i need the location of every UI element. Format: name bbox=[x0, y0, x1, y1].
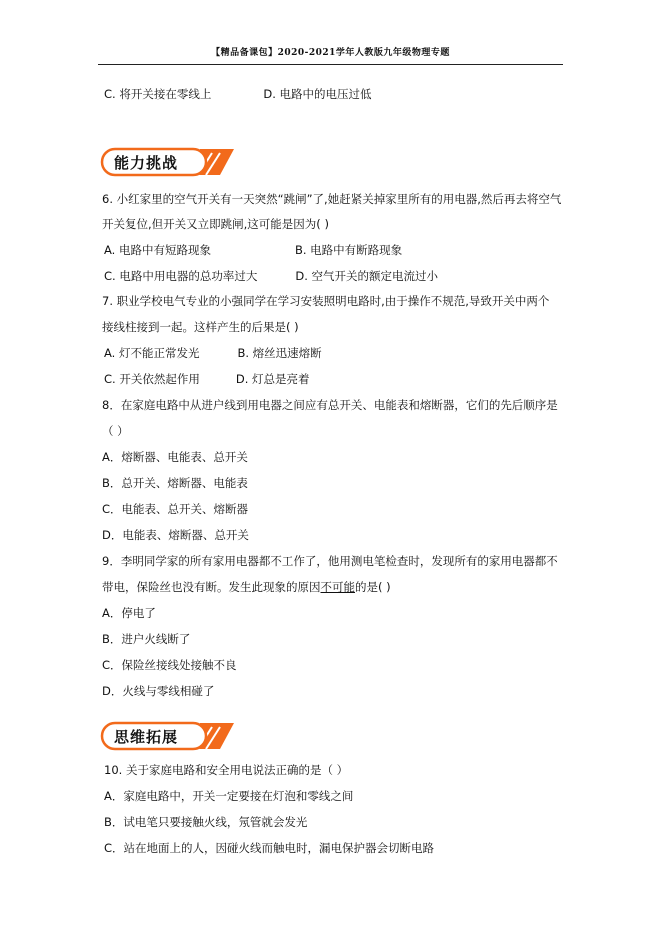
option-a: A. 电路中有短路现象 bbox=[104, 243, 211, 257]
section-banner-challenge bbox=[100, 147, 234, 177]
option-d: D. 电路中的电压过低 bbox=[263, 87, 372, 101]
q7-stem-line1: 7. 职业学校电气专业的小强同学在学习安装照明电路时,由于操作不规范,导致开关中两个 bbox=[102, 294, 550, 308]
q8-option-b: B．总开关、熔断器、电能表 bbox=[102, 476, 248, 490]
option-c: C. 电路中用电器的总功率过大 bbox=[104, 269, 258, 283]
q10-option-a: A．家庭电路中，开关一定要接在灯泡和零线之间 bbox=[104, 789, 354, 803]
q9-option-a: A．停电了 bbox=[102, 606, 156, 620]
section-banner-extension bbox=[100, 721, 234, 751]
q6-stem-line1: 6. 小红家里的空气开关有一天突然“跳闸”了,她赶紧关掉家里所有的用电器,然后再去将空气 bbox=[102, 192, 562, 206]
q9-stem-line2 bbox=[102, 579, 391, 595]
q8-option-d: D．电能表、熔断器、总开关 bbox=[102, 528, 249, 542]
q7-stem-line2: 接线柱接到一起。这样产生的后果是( ) bbox=[102, 320, 299, 334]
q10-option-b: B．试电笔只要接触火线，氖管就会发光 bbox=[104, 815, 308, 829]
q9-stem-post: 的是( ) bbox=[355, 580, 391, 594]
q8-stem-line1: 8．在家庭电路中从进户线到用电器之间应有总开关、电能表和熔断器，它们的先后顺序是 bbox=[102, 398, 558, 412]
q9-stem-underlined: 不可能 bbox=[320, 580, 355, 594]
option-c: C. 开关依然起作用 bbox=[104, 372, 200, 386]
q8-option-c: C．电能表、总开关、熔断器 bbox=[102, 502, 249, 516]
option-d: D. 灯总是亮着 bbox=[235, 372, 310, 386]
q6-options-row1 bbox=[104, 242, 402, 258]
prev-option-row bbox=[104, 86, 372, 102]
option-a: A. 灯不能正常发光 bbox=[104, 346, 200, 360]
q9-option-c: C．保险丝接线处接触不良 bbox=[102, 658, 237, 672]
q9-stem-line1: 9．李明同学家的所有家用电器都不工作了，他用测电笔检查时，发现所有的家用电器都不 bbox=[102, 554, 558, 568]
q9-stem-pre: 带电，保险丝也没有断。发生此现象的原因 bbox=[102, 580, 321, 594]
q8-stem-line2: （ ） bbox=[102, 424, 129, 438]
q7-options-row2 bbox=[104, 371, 310, 387]
option-d: D. 空气开关的额定电流过小 bbox=[295, 269, 439, 283]
page-header: 【精品备课包】2020-2021学年人教版九年级物理专题 bbox=[98, 44, 563, 65]
section-title: 思维拓展 bbox=[114, 728, 179, 746]
q9-option-b: B．进户火线断了 bbox=[102, 632, 191, 646]
section-title: 能力挑战 bbox=[114, 154, 179, 172]
option-c: C. 将开关接在零线上 bbox=[104, 87, 212, 101]
q6-stem-line2: 开关复位,但开关又立即跳闸,这可能是因为( ) bbox=[102, 217, 329, 231]
q7-options-row1 bbox=[104, 345, 322, 361]
q10-option-c: C．站在地面上的人，因碰火线而触电时，漏电保护器会切断电路 bbox=[104, 841, 435, 855]
q8-option-a: A．熔断器、电能表、总开关 bbox=[102, 450, 248, 464]
option-b: B. 熔丝迅速熔断 bbox=[237, 346, 322, 360]
q9-option-d: D．火线与零线相碰了 bbox=[102, 684, 215, 698]
option-b: B. 电路中有断路现象 bbox=[294, 243, 403, 257]
q6-options-row2 bbox=[104, 268, 438, 284]
q10-stem: 10. 关于家庭电路和安全用电说法正确的是（ ） bbox=[104, 763, 349, 777]
